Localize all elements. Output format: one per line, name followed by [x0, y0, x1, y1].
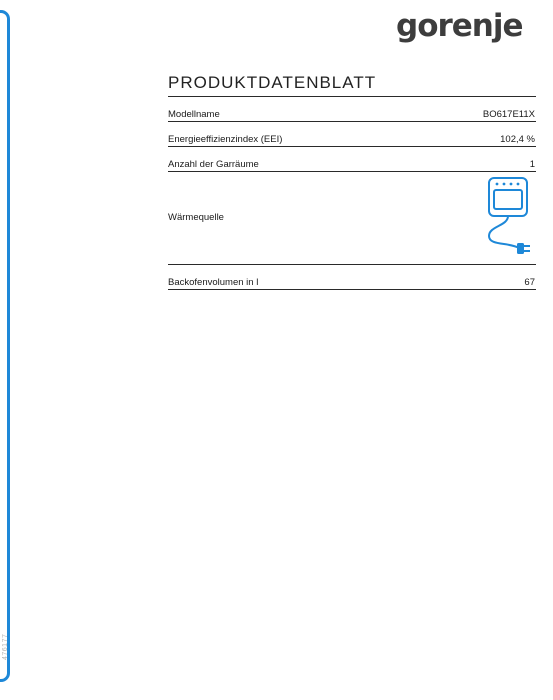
table-row-cavity-count — [168, 147, 536, 172]
table-row-model-name — [168, 97, 536, 122]
product-data-table — [168, 96, 536, 290]
table-row-oven-volume — [168, 265, 536, 290]
row-label: Energieeffizienzindex (EEI) — [168, 134, 283, 145]
row-value: BO617E11X — [482, 109, 535, 120]
table-row-energy-efficiency-index — [168, 122, 536, 147]
document-title: PRODUKTDATENBLATT — [168, 73, 377, 92]
row-label: Anzahl der Garräume — [168, 159, 259, 170]
row-value: 67 — [524, 277, 535, 288]
row-value: 1 — [529, 159, 535, 170]
brand-logo: gorenje — [396, 8, 523, 44]
page-border-frame — [0, 10, 10, 682]
row-value: 102,4 % — [500, 134, 535, 145]
electric-oven-icon — [485, 176, 533, 260]
document-code: 476177 — [2, 633, 9, 660]
table-row-heat-source — [168, 172, 536, 265]
row-label: Backofenvolumen in l — [168, 277, 259, 288]
row-label: Modellname — [168, 109, 220, 120]
row-label: Wärmequelle — [168, 212, 224, 223]
